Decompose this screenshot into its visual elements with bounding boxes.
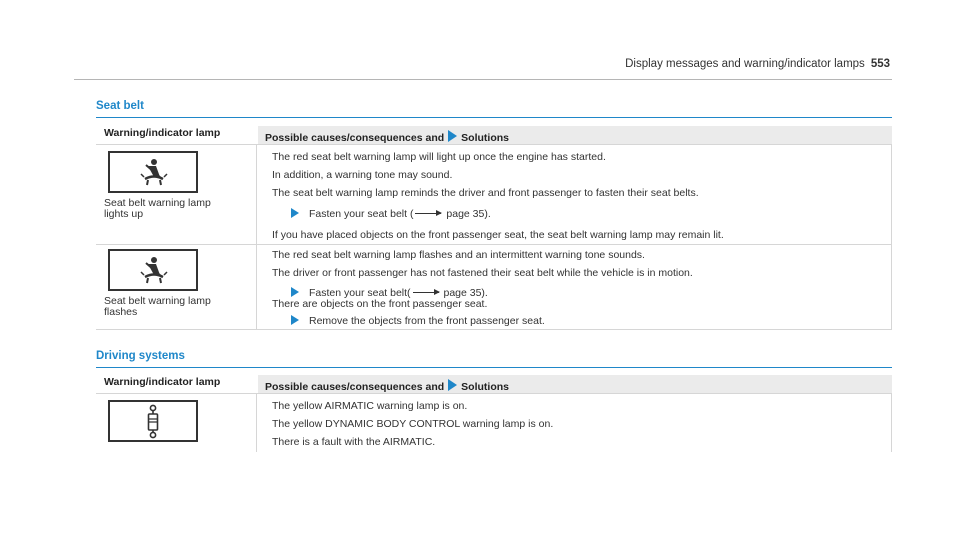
cause-text: The driver or front passenger has not fastened their seat belt while the vehicle is in motion. [272,267,693,279]
cause-text: The seat belt warning lamp reminds the driver and front passenger to fasten their seat belts. [272,187,699,199]
note-text: If you have placed objects on the front passenger seat, the seat belt warning lamp may remain lit. [272,229,724,241]
column-header-lamp: Warning/indicator lamp [104,376,221,388]
cause-text: The red seat belt warning lamp will light up once the engine has started. [272,151,606,163]
seat-belt-icon [108,151,198,193]
seat-belt-table [96,122,892,328]
section-title-driving-systems: Driving systems [96,350,185,362]
airmatic-suspension-icon [108,400,198,442]
table-row [96,244,892,330]
header-divider [74,79,892,80]
page-reference-link[interactable]: page 35). [443,208,491,220]
step-arrow-icon [291,315,299,325]
step-arrow-icon [291,287,299,297]
solution-arrow-icon [448,379,457,391]
page-number: 553 [870,58,890,70]
cause-text: The yellow DYNAMIC BODY CONTROL warning lamp is on. [272,418,554,430]
section-divider [96,367,892,368]
page-reference-link[interactable]: page 35). [440,287,488,299]
lamp-label: Seat belt warning lamp flashes [104,295,211,318]
table-row [96,144,892,245]
header-title: Display messages and warning/indicator lamps [625,58,865,70]
cause-text: In addition, a warning tone may sound. [272,169,453,181]
solution-arrow-icon [448,130,457,142]
column-header-lamp: Warning/indicator lamp [104,127,221,139]
step-arrow-icon [291,208,299,218]
page-reference-arrow-icon [413,292,439,293]
solution-step: Fasten your seat belt ( page 35). [291,208,491,220]
table-row [96,393,892,452]
page-header [625,58,890,70]
driving-systems-table [96,371,892,451]
cause-text: The yellow AIRMATIC warning lamp is on. [272,400,468,412]
solution-step: Remove the objects from the front passenger seat. [291,315,545,327]
page-reference-arrow-icon [415,213,441,214]
section-divider [96,117,892,118]
step-note: There are objects on the front passenger seat. [272,298,488,310]
section-title-seat-belt: Seat belt [96,100,144,112]
cause-text: The red seat belt warning lamp flashes and an intermittent warning tone sounds. [272,249,645,261]
lamp-label: Seat belt warning lamp lights up [104,197,211,220]
cause-text: There is a fault with the AIRMATIC. [272,436,436,448]
column-header-causes: Possible causes/consequences and Solutions [265,132,510,144]
solution-step: Fasten your seat belt( page 35). [291,287,488,299]
column-header-causes: Possible causes/consequences and Solutions [265,381,510,393]
seat-belt-icon [108,249,198,291]
